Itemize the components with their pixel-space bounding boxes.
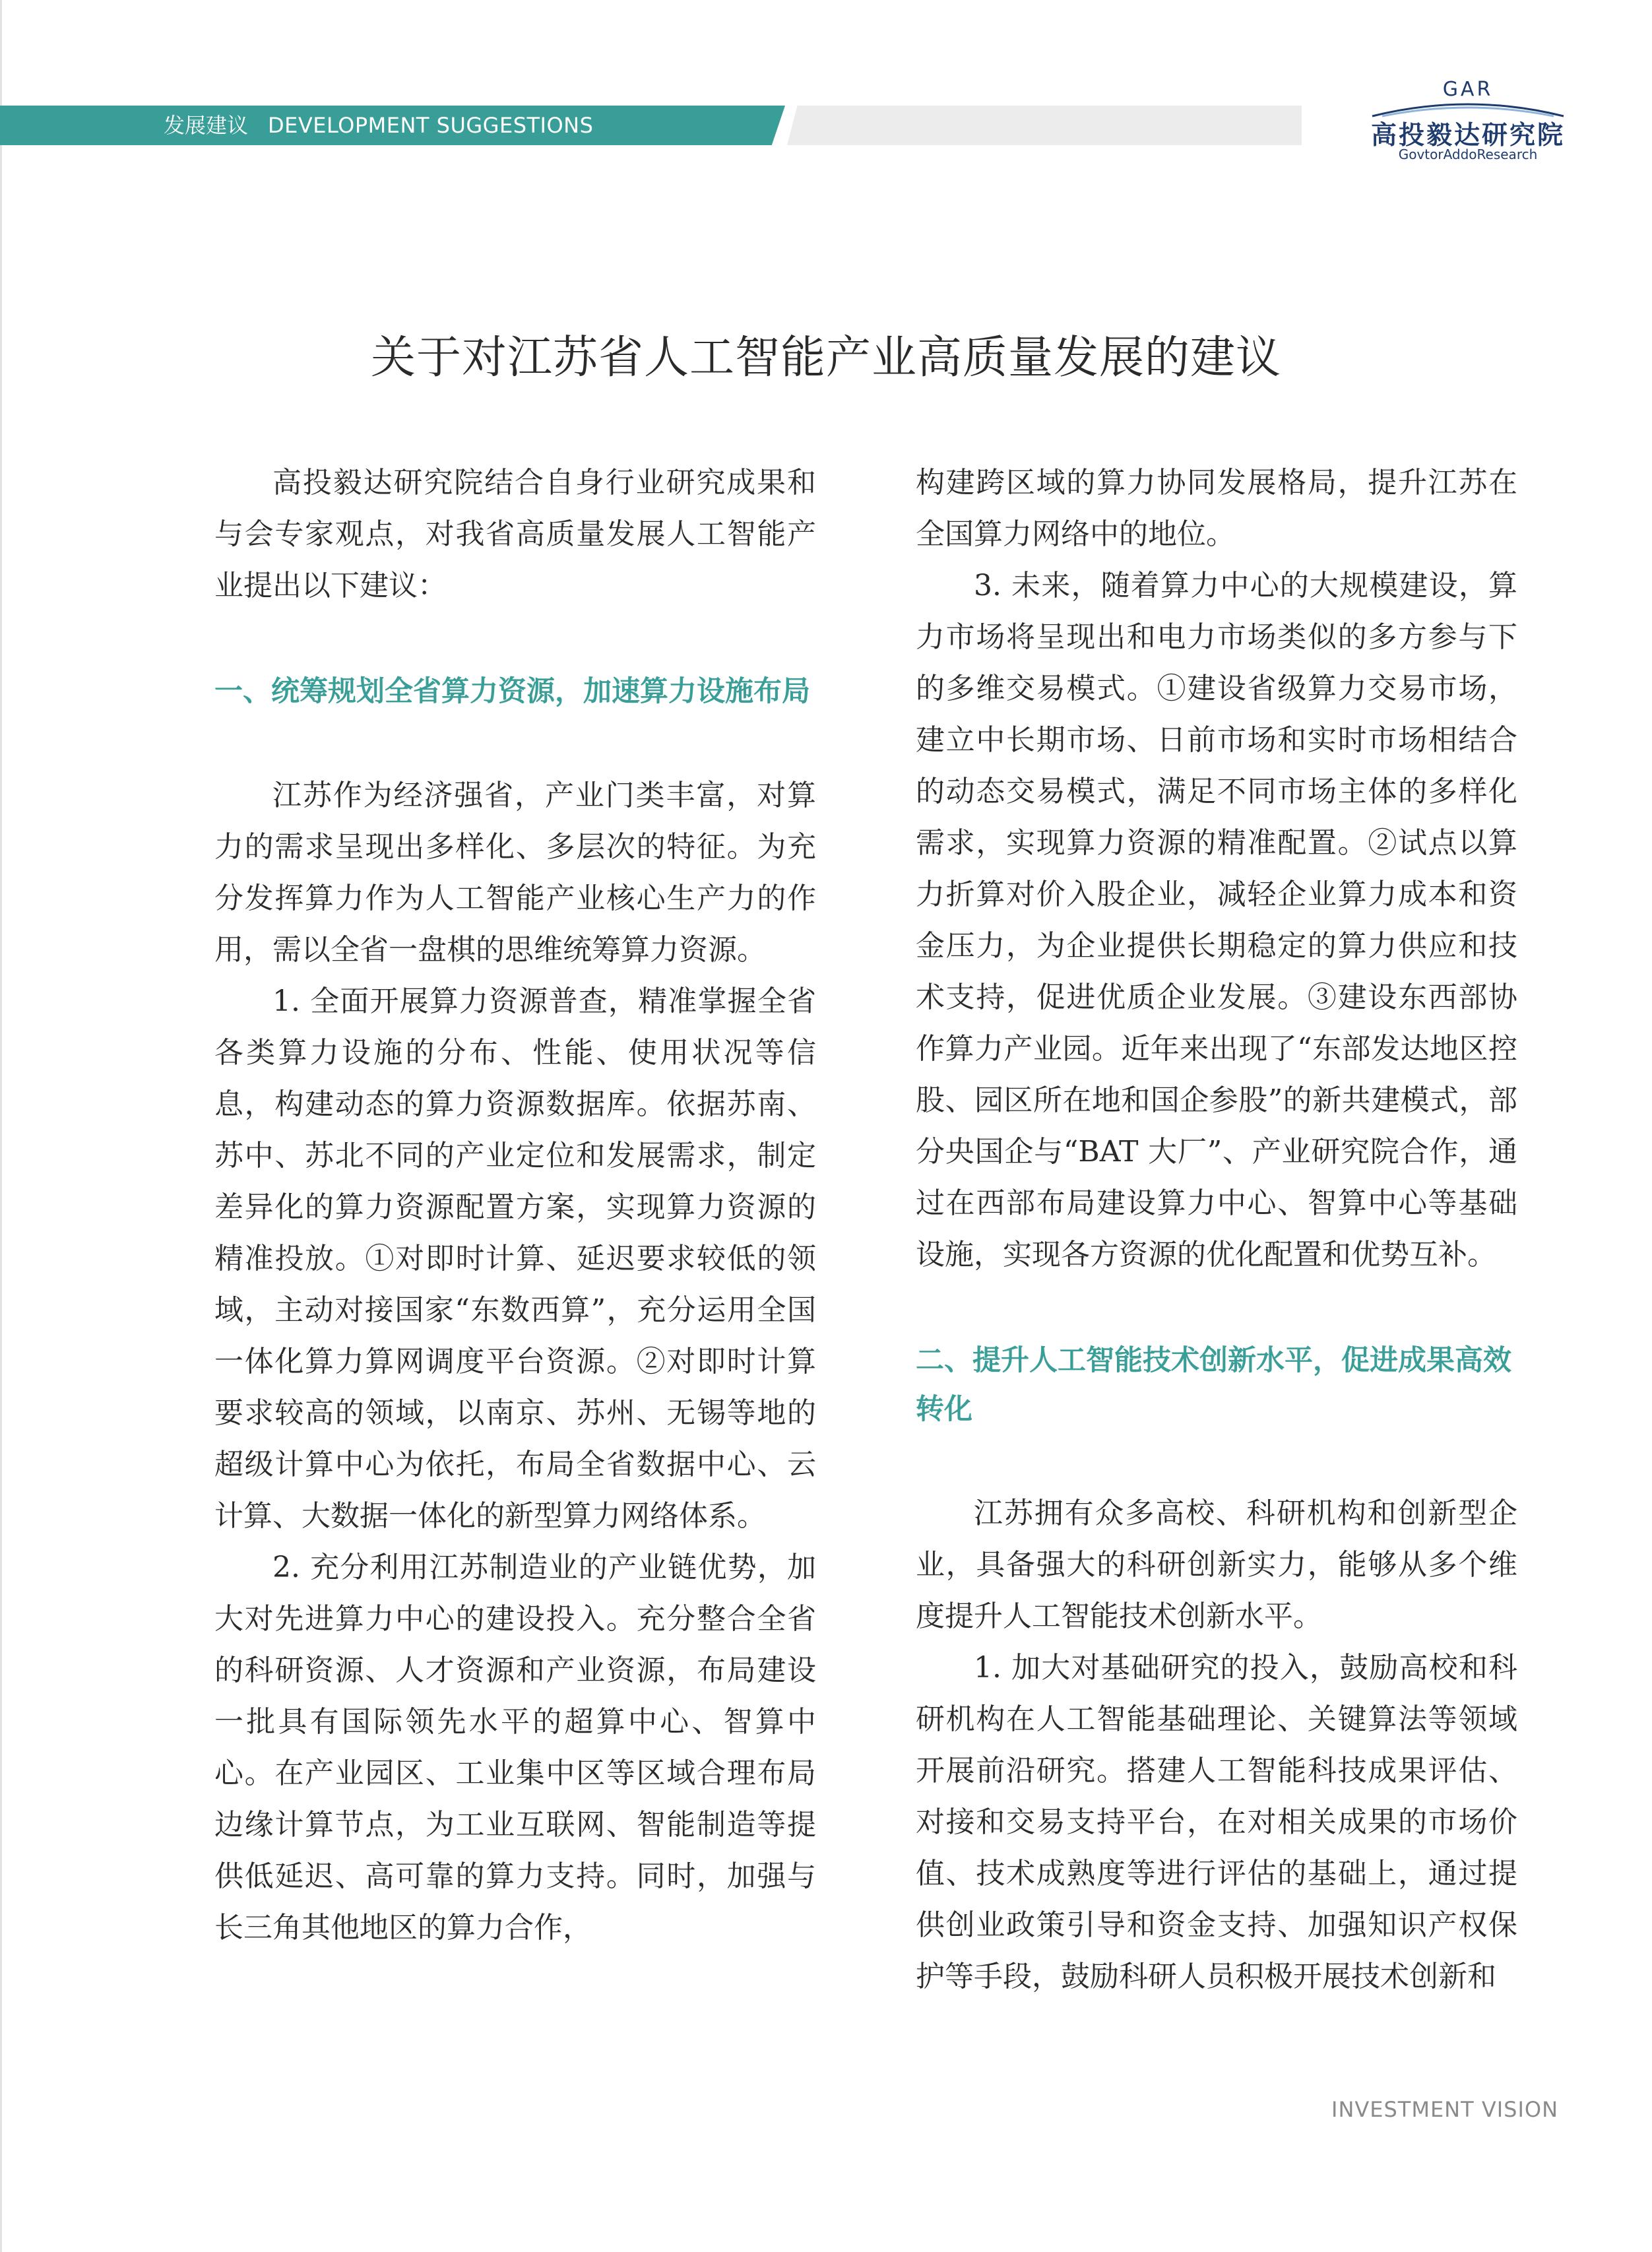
logo-name-en: GovtorAddoResearch [1398,146,1538,162]
gar-logo [1356,78,1580,165]
body-paragraph: 1. 全面开展算力资源普查，精准掌握全省各类算力设施的分布、性能、使用状况等信息，构建动态的算力资源数据库。依据苏南、苏中、苏北不同的产业定位和发展需求，制定差异化的算力资源配置方案，实现算力资源的精准投放。①对即时计算、延迟要求较低的领域，主动对接国家“东数西算”，充分运用全国一体化算力算网调度平台资源。②对即时计算要求较高的领域，以南京、苏州、无锡等地的超级计算中心为依托，布局全省数据中心、云计算、大数据一体化的新型算力网络体系。 [214,984,816,1533]
footer-text-b: VISION [1481,2097,1559,2122]
section-label [164,106,593,145]
section-label-en: DEVELOPMENT SUGGESTIONS [268,113,594,138]
body-paragraph: 3. 未来，随着算力中心的大规模建设，算力市场将呈现出和电力市场类似的多方参与下的多维交易模式。①建设省级算力交易市场，建立中长期市场、日前市场和实时市场相结合的动态交易模式，满足不同市场主体的多样化需求，实现算力资源的精准配置。②试点以算力折算对价入股企业，减轻企业算力成本和资金压力，为企业提供长期稳定的算力供应和技术支持，促进优质企业发展。③建设东西部协作算力产业园。近年来出现了“东部发达地区控股、园区所在地和国企参股”的新共建模式，部分央国企与“BAT 大厂”、产业研究院合作，通过在西部布局建设算力中心、智算中心等基础设施，实现各方资源的优化配置和优势互补。 [916,569,1517,1271]
footer-text-a: INVESTMENT [1331,2097,1482,2122]
intro-paragraph: 高投毅达研究院结合自身行业研究成果和与会专家观点，对我省高质量发展人工智能产业提出以下建议： [214,466,816,602]
body-paragraph: 江苏作为经济强省，产业门类丰富，对算力的需求呈现出多样化、多层次的特征。为充分发挥算力作为人工智能产业核心生产力的作用，需以全省一盘棋的思维统筹算力资源。 [214,779,816,967]
logo-abbr: GAR [1442,78,1494,101]
section-label-cn: 发展建议 [164,113,249,138]
body-paragraph-continued: 构建跨区域的算力协同发展格局，提升江苏在全国算力网络中的地位。 [916,466,1517,551]
body-paragraph: 江苏拥有众多高校、科研机构和创新型企业，具备强大的科研创新实力，能够从多个维度提升人工智能技术创新水平。 [916,1496,1517,1633]
left-column [214,457,816,1954]
page-title: 关于对江苏省人工智能产业高质量发展的建议 [370,332,1281,384]
section-heading-1: 一、统筹规划全省算力资源，加速算力设施布局 [214,675,810,708]
body-paragraph: 2. 充分利用江苏制造业的产业链优势，加大对先进算力中心的建设投入。充分整合全省的科研资源、人才资源和产业资源，布局建设一批具有国际领先水平的超算中心、智算中心。在产业园区、工业集中区等区域合理布局边缘计算节点，为工业互联网、智能制造等提供低延迟、高可靠的算力支持。同时，加强与长三角其他地区的算力合作， [214,1551,816,1945]
section-banner-tail [787,106,1302,145]
logo-name-cn: 高投毅达研究院 [1370,121,1565,150]
section-heading-2: 二、提升人工智能技术创新水平，促进成果高效转化 [916,1344,1511,1426]
right-column [916,457,1517,2003]
footer-label [1331,2097,1558,2122]
body-paragraph: 1. 加大对基础研究的投入，鼓励高校和科研机构在人工智能基础理论、关键算法等领域开展前沿研究。搭建人工智能科技成果评估、对接和交易支持平台，在对相关成果的市场价值、技术成熟度等进行评估的基础上，通过提供创业政策引导和资金支持、加强知识产权保护等手段，鼓励科研人员积极开展技术创新和 [916,1651,1517,1993]
